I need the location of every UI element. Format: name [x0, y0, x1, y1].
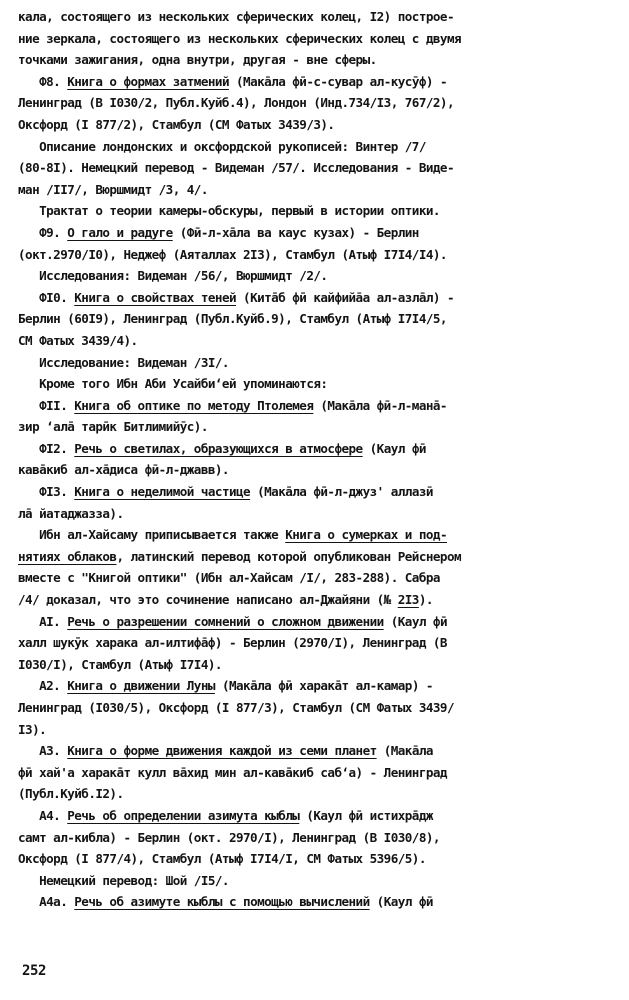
text-line [18, 71, 618, 93]
text-run: (Каул фӣ [369, 894, 433, 910]
underlined-title: нятиях облаков [18, 548, 117, 564]
text-line [18, 49, 618, 71]
text-run: Исследования: Видеман /56/, Вюршмидт /2/. [18, 268, 328, 284]
text-line [18, 891, 618, 913]
text-run: лā йатаджазза). [18, 505, 124, 521]
text-run: A3. [18, 743, 68, 759]
text-run: (Каул фӣ [383, 613, 447, 629]
text-line [18, 157, 618, 179]
text-line [18, 783, 618, 805]
text-line [18, 481, 618, 503]
text-line [18, 503, 618, 525]
text-line [18, 222, 618, 244]
underlined-title: Книга о свойствах теней [74, 289, 237, 305]
underlined-title: Книга о формах затмений [67, 73, 229, 89]
text-line [18, 524, 618, 546]
underlined-title: Речь об определении азимута кыблы [67, 807, 300, 823]
text-run: Ленинград (I030/5), Оксфорд (I 877/3), Стамбул (СМ Фатых 3439/ [18, 700, 454, 715]
text-line [18, 179, 618, 201]
text-line [18, 589, 618, 611]
text-line [18, 740, 618, 762]
text-line [18, 244, 618, 266]
text-run: ФI3. [18, 484, 75, 500]
text-line [18, 805, 618, 827]
text-run: I030/I), Стамбул (Атыф I7I4). [18, 656, 222, 672]
text-line [18, 287, 618, 309]
body-text [18, 6, 618, 913]
text-line [18, 654, 618, 676]
underlined-title: Речь об азимуте кыблы с помощью вычислений [74, 894, 370, 910]
text-run: Оксфорд (I 877/4), Стамбул (Атыф I7I4/I, СМ Фатых 5396/5). [18, 851, 426, 867]
text-run: ФI0. [18, 289, 75, 305]
text-line [18, 719, 618, 741]
text-line [18, 870, 618, 892]
underlined-title: Книга о движении Луны [67, 678, 215, 694]
page-number: 252 [22, 963, 47, 979]
underlined-title: 2I3 [397, 592, 419, 608]
text-run: ние зеркала, состоящего из нескольких сферических колец с двумя [18, 30, 462, 46]
text-line [18, 697, 618, 719]
text-line [18, 114, 618, 136]
text-line [18, 352, 618, 374]
text-run: точками зажигания, одна внутри, другая - вне сферы. [18, 52, 377, 68]
text-line [18, 308, 618, 330]
underlined-title: Книга о форме движения каждой из семи планет [67, 743, 377, 759]
text-line [18, 459, 618, 481]
text-run: СМ Фатых 3439/4). [18, 332, 138, 348]
text-line [18, 6, 618, 28]
text-run: самт ал-кибла) - Берлин (окт. 2970/I), Ленинград (В I030/8), [18, 829, 440, 845]
text-run: /4/ доказал, что это сочинение написано ал-Джайяни (№ [18, 592, 398, 608]
text-line [18, 438, 618, 460]
text-run: Ф9. [18, 224, 68, 240]
text-run: ФI2. [18, 440, 75, 456]
text-run: халл шукӯк харака ал-илтифāф) - Берлин (2970/I), Ленинград (В [18, 635, 447, 651]
text-run: I3). [18, 721, 47, 737]
text-run: (Каул фӣ [362, 440, 426, 456]
text-line [18, 675, 618, 697]
text-line [18, 92, 618, 114]
text-run: (окт.2970/I0), Неджеф (Аяталлах 2I3), Стамбул (Атыф I7I4/I4). [18, 246, 447, 262]
text-run: A4. [18, 807, 68, 823]
text-run: A2. [18, 678, 68, 694]
text-line [18, 567, 618, 589]
text-line [18, 28, 618, 50]
text-run: Ленинград (В I030/2, Публ.Куйб.4), Лондон (Инд.734/I3, 767/2), [18, 95, 454, 111]
text-line [18, 136, 618, 158]
underlined-title: Речь о разрешении сомнений о сложном движении [67, 613, 384, 629]
text-line [18, 632, 618, 654]
text-line [18, 395, 618, 417]
text-line [18, 848, 618, 870]
text-run: (80-8I). Немецкий перевод - Видеман /57/. Исследования - Виде- [18, 160, 454, 176]
text-run: Описание лондонских и оксфордской рукописей: Винтер /7/ [18, 138, 426, 154]
text-run: (Фӣ-л-хāла ва каус кузах) - Берлин [172, 224, 419, 240]
text-run: фӣ хай'а харакāт кулл вāхид мин ал-кавāкиб саб‘а) - Ленинград [18, 764, 447, 780]
text-run: ФII. [18, 397, 75, 413]
text-run: Исследование: Видеман /3I/. [18, 354, 229, 370]
text-run: Ф8. [18, 73, 68, 89]
text-line [18, 200, 618, 222]
text-line [18, 373, 618, 395]
text-line [18, 330, 618, 352]
text-run: зир ‘алā тарӣк Битлимийӯс). [18, 419, 208, 435]
text-line [18, 611, 618, 633]
text-run: Берлин (60I9), Ленинград (Публ.Куйб.9), Стамбул (Атыф I7I4/5, [18, 311, 447, 327]
text-run: (Каул фӣ истихрāдж [299, 807, 433, 823]
text-run: Трактат о теории камеры-обскуры, первый в истории оптики. [18, 203, 440, 219]
underlined-title: Речь о светилах, образующихся в атмосфере [74, 440, 363, 456]
text-run: (Макāла фӣ харакāт ал-камар) - [214, 678, 433, 694]
text-run: вместе с "Книгой оптики" (Ибн ал-Хайсам /I/, 283-288). Сабра [18, 570, 440, 586]
text-run: (Китāб фӣ кайфийāа ал-азлāл) - [236, 289, 455, 305]
text-run: , латинский перевод которой опубликован Рейснером [116, 548, 462, 564]
text-run: Оксфорд (I 877/2), Стамбул (СМ Фатых 3439/3). [18, 116, 335, 132]
underlined-title: Книга о неделимой частице [74, 484, 251, 500]
text-run: кала, состоящего из нескольких сферических колец, I2) построе- [18, 9, 454, 24]
underlined-title: Книга об оптике по методу Птолемея [74, 397, 314, 413]
text-line [18, 827, 618, 849]
text-run: Ибн ал-Хайсаму приписывается также [18, 527, 286, 543]
text-run: A4a. [18, 894, 75, 910]
text-run: (Макāла фӣ-с-сувар ал-кусӯф) - [228, 73, 447, 89]
text-run: Кроме того Ибн Аби Усайби‘ей упоминаются: [18, 376, 328, 392]
underlined-title: О гало и радуге [67, 224, 173, 240]
text-run: (Макāла [376, 743, 433, 759]
text-run: ман /II7/, Вюршмидт /3, 4/. [18, 181, 208, 197]
text-run: ). [418, 592, 433, 608]
text-line [18, 762, 618, 784]
text-run: AI. [18, 613, 68, 629]
text-run: Немецкий перевод: Шой /I5/. [18, 872, 229, 888]
text-line [18, 416, 618, 438]
text-run: (Макāла фӣ-л-джуз' аллазӣ [250, 484, 433, 500]
text-line [18, 265, 618, 287]
underlined-title: Книга о сумерках и под- [285, 527, 447, 543]
text-run: кавāкиб ал-хāдиса фӣ-л-джавв). [18, 462, 229, 478]
text-line [18, 546, 618, 568]
text-run: (Публ.Куйб.I2). [18, 786, 124, 802]
text-run: (Макāла фӣ-л-манā- [313, 397, 447, 413]
